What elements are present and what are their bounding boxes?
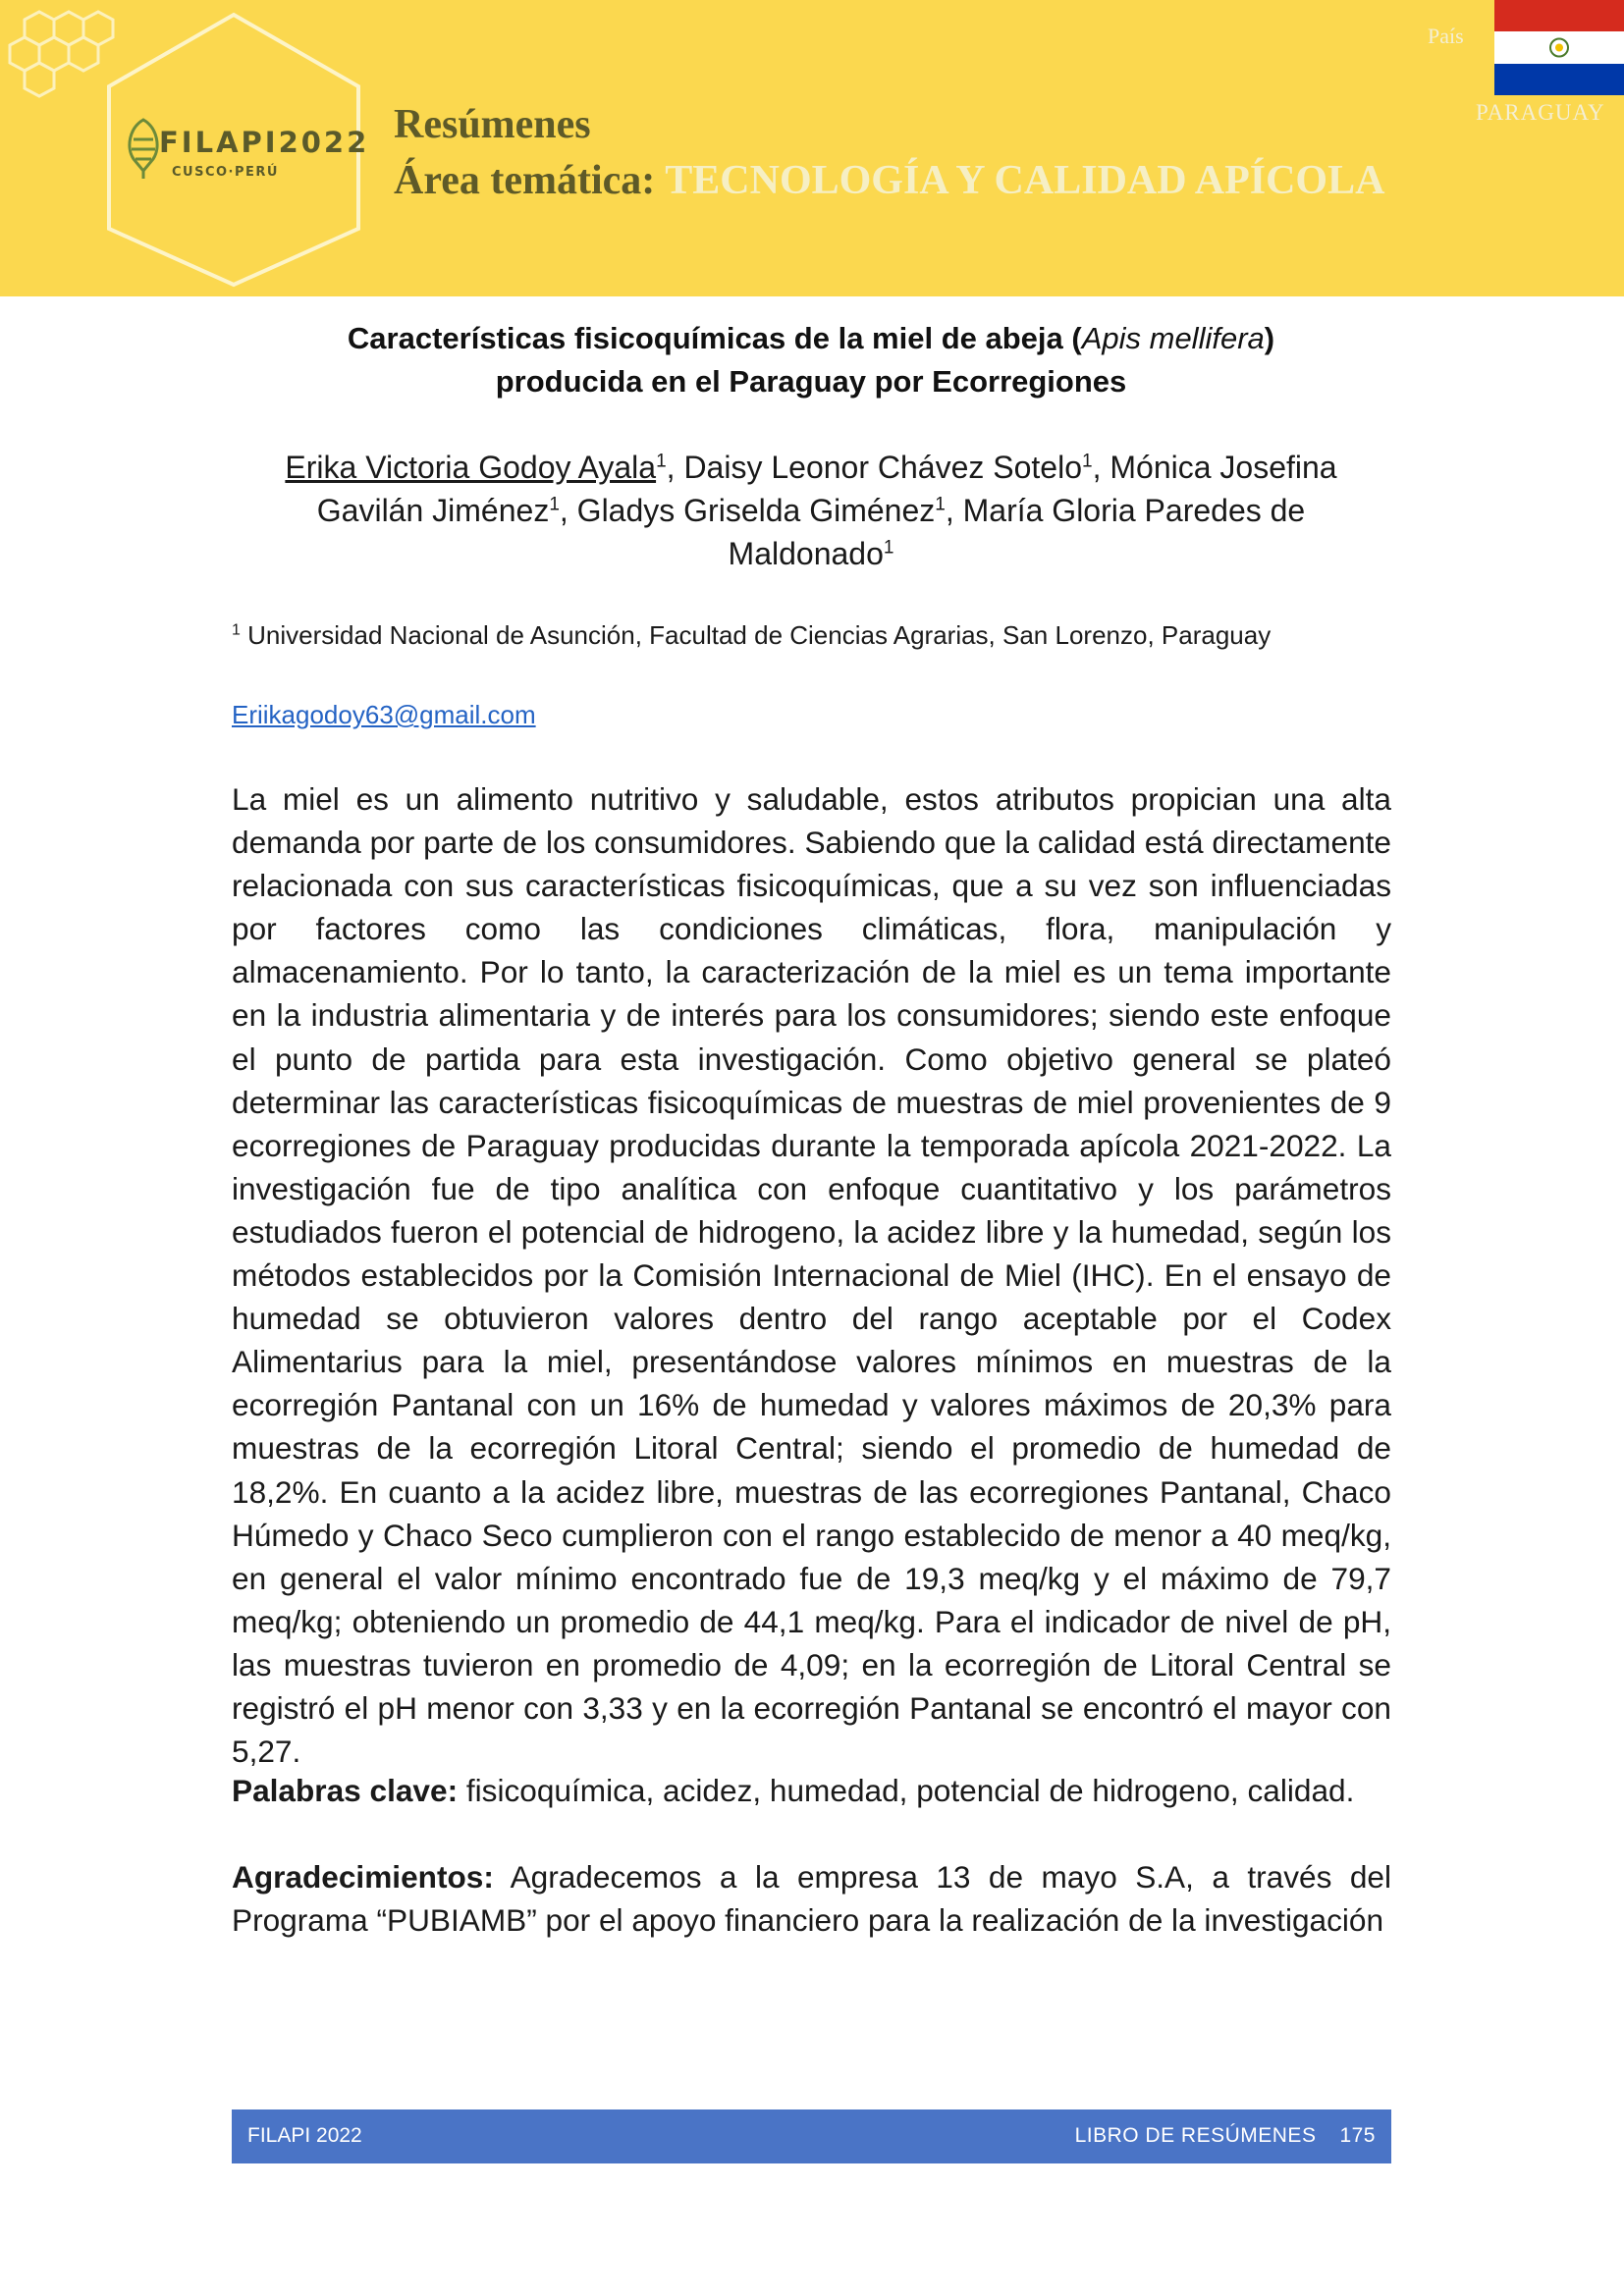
area-value: TECNOLOGÍA Y CALIDAD APÍCOLA bbox=[665, 158, 1385, 203]
author-name: María Gloria Paredes de Maldonado bbox=[728, 493, 1306, 571]
book-title: LIBRO DE RESÚMENES bbox=[1074, 2124, 1317, 2147]
logo-text: FILAPI2022 bbox=[159, 126, 370, 159]
acknowledgements-text: Agradecemos a la empresa 13 de mayo S.A, a través del Programa “PUBIAMB” por el apoyo financiero para la realización de la investigación bbox=[232, 1859, 1391, 1939]
email-link[interactable]: Eriikagodoy63@gmail.com bbox=[232, 700, 536, 729]
keywords-text: fisicoquímica, acidez, humedad, potencial de hidrogeno, calidad. bbox=[465, 1773, 1355, 1808]
author-list: Erika Victoria Godoy Ayala$^1$, Daisy Leonor Chávez Sotelo$^1$, Mónica Josefina Gavilán Jiménez$^1$, Gladys Griselda Giménez$^1$, María Gloria Paredes de Maldonado$^1$ bbox=[285, 450, 1337, 571]
author-name: Erika Victoria Godoy Ayala bbox=[285, 450, 657, 485]
author-name: Mónica Josefina Gavilán Jiménez bbox=[316, 450, 1337, 528]
logo-subtext: CUSCO·PERÚ bbox=[172, 165, 279, 180]
bee-logo-icon bbox=[130, 120, 157, 179]
keywords bbox=[232, 1769, 1391, 1812]
acknowledgements bbox=[232, 1855, 1391, 1942]
paraguay-flag-icon bbox=[1494, 0, 1624, 95]
page-number: 175 bbox=[1339, 2124, 1376, 2147]
country-name: PARAGUAY bbox=[1476, 100, 1605, 125]
acknowledgements-label: Agradecimientos: bbox=[232, 1859, 494, 1895]
thematic-area bbox=[394, 157, 1384, 204]
keywords-label: Palabras clave: bbox=[232, 1773, 459, 1808]
header-banner bbox=[0, 0, 1624, 296]
author-name: Gladys Griselda Giménez bbox=[576, 493, 936, 528]
author-name: Daisy Leonor Chávez Sotelo bbox=[683, 450, 1082, 485]
country-caption: País bbox=[1428, 24, 1464, 48]
species-name: Apis mellifera bbox=[1081, 321, 1265, 355]
affiliation: $^1$ Universidad Nacional de Asunción, Facultad de Ciencias Agrarias, San Lorenzo, Paraguay bbox=[232, 620, 1272, 650]
paper-title: Características fisicoquímicas de la miel de abeja (Apis mellifera) producida en el Paraguay por Ecorregiones bbox=[347, 321, 1275, 399]
area-label: Área temática: bbox=[394, 158, 656, 203]
abstract-text: La miel es un alimento nutritivo y saludable, estos atributos propician una alta demanda por parte de los consumidores. Sabiendo que la calidad está directamente relacionada con sus características fisicoquímicas, que a su vez son influenciadas por factores como las condiciones climáticas, flora, manipulación y almacenamiento. Por lo tanto, la caracterización de la miel es un tema importante en la industria alimentaria y de interés para los consumidores; siendo este enfoque el punto de partida para esta investigación. Como objetivo general se plateó determinar las características fisicoquímicas de muestras de miel provenientes de 9 ecorregiones de Paraguay producidas durante la temporada apícola 2021-2022. La investigación fue de tipo analítica con enfoque cuantitativo y los parámetros estudiados fueron el potencial de hidrogeno, la acidez libre y la humedad, según los métodos establecidos por la Comisión Internacional de Miel (IHC). En el ensayo de humedad se obtuvieron valores dentro del rango aceptable por el Codex Alimentarius para la miel, presentándose valores mínimos en muestras de la ecorregión Pantanal con un 16% de humedad y valores máximos de 20,3% para muestras de la ecorregión Litoral Central; siendo el promedio de humedad de 18,2%. En cuanto a la acidez libre, muestras de las ecorregiones Pantanal, Chaco Húmedo y Chaco Seco cumplieron con el rango establecido de menor a 40 meq/kg, en general el valor mínimo encontrado fue de 19,3 meq/kg y el máximo de 79,7 meq/kg; obteniendo un promedio de 44,1 meq/kg. Para el indicador de nivel de pH, las muestras tuvieron en promedio de 4,09; en la ecorregión de Litoral Central se registró el pH menor con 3,33 y en la ecorregión Pantanal se encontró el mayor con 5,27. bbox=[232, 781, 1391, 1770]
page-footer bbox=[232, 2109, 1391, 2163]
footer-left: FILAPI 2022 bbox=[247, 2124, 362, 2147]
footer-right bbox=[1075, 2124, 1376, 2148]
paper-title-line2: producida en el Paraguay por Ecorregiones bbox=[495, 364, 1127, 399]
section-title: Resúmenes bbox=[394, 102, 591, 147]
